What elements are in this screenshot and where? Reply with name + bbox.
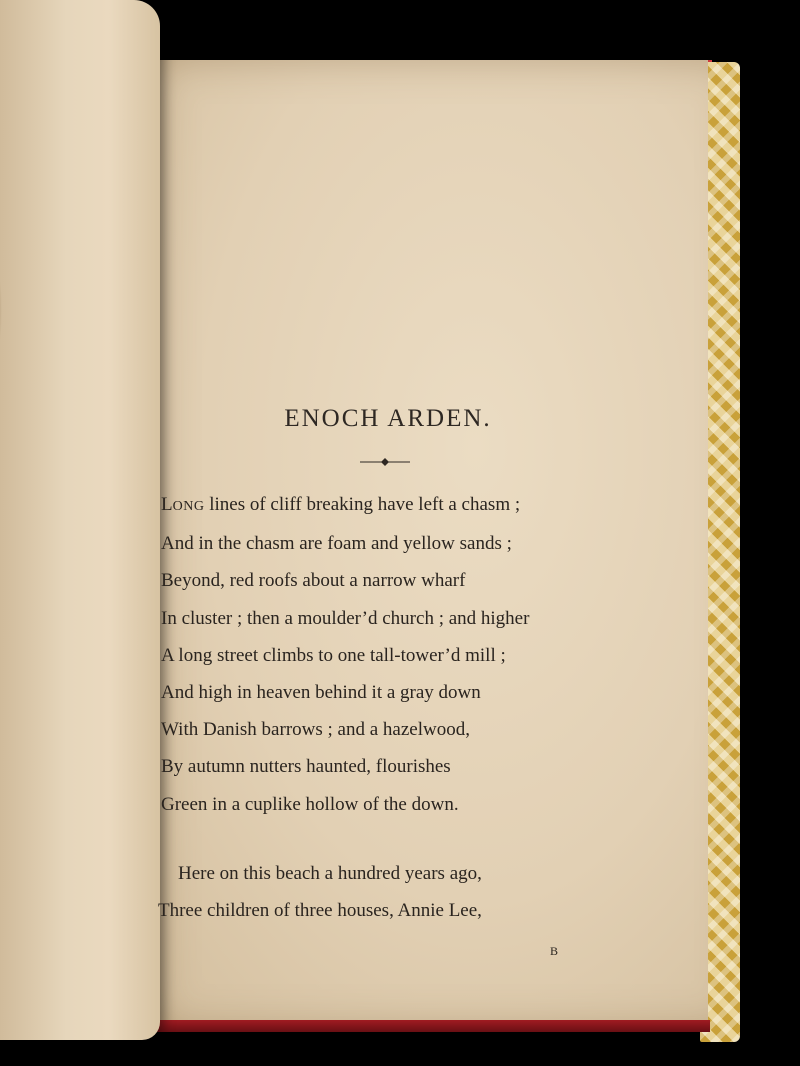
poem-line: Three children of three houses, Annie Lee, <box>158 900 482 922</box>
poem-line: In cluster ; then a moulder’d church ; and higher <box>161 607 530 629</box>
rule-with-diamond-icon <box>360 455 410 469</box>
poem-line: With Danish barrows ; and a hazelwood, <box>161 719 470 741</box>
poem-title: ENOCH ARDEN. <box>284 405 492 432</box>
poem-line: Beyond, red roofs about a narrow wharf <box>161 570 466 592</box>
poem-line: And in the chasm are foam and yellow sands ; <box>161 533 512 555</box>
poem-line: Here on this beach a hundred years ago, <box>178 863 482 884</box>
drop-capital: L <box>161 494 173 515</box>
signature-mark: B <box>550 944 559 958</box>
poem-line: And high in heaven behind it a gray down <box>161 682 481 704</box>
poem-line: By autumn nutters haunted, flourishes <box>161 756 451 778</box>
stanza-one <box>161 486 529 823</box>
stanza-two <box>158 855 482 929</box>
left-page <box>0 0 160 1040</box>
cover-red-bottom <box>130 1020 710 1032</box>
small-caps-word: ONG <box>172 499 205 514</box>
poem-line <box>161 486 529 525</box>
poem-line: Green in a cuplike hollow of the down. <box>161 793 459 815</box>
poem-line: A long street climbs to one tall-tower’d mill ; <box>161 644 506 666</box>
page-fold-shadow <box>0 250 2 370</box>
line-rest: lines of cliff breaking have left a chasm ; <box>204 494 521 515</box>
